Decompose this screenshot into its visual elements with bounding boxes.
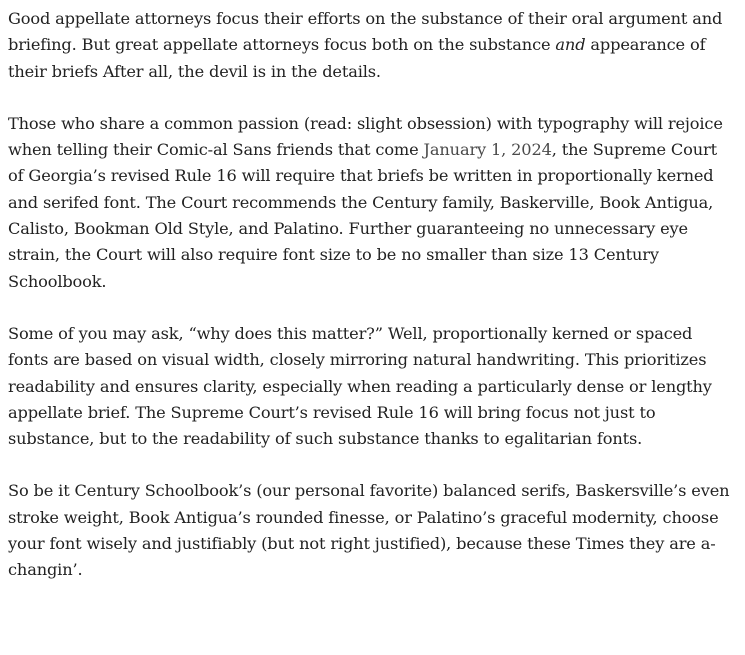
text-segment: Those who share a common passion (read: slight obsession) with typography will rejoice when telling their Comic-al Sans friends that come (8, 113, 723, 160)
text-segment: Good appellate attorneys focus their efforts on the substance of their oral argument and briefing. But great appellate attorneys focus both on the substance (8, 9, 723, 55)
paragraph-intro (8, 6, 730, 85)
emphasis-and: and (555, 35, 586, 55)
paragraph-conclusion (8, 478, 730, 583)
text-segment: , the Supreme Court of Georgia’s revised Rule 16 will require that briefs be written in proportionally kerned and serifed font. The Court recommends the Century family, Baskerville, Book Antigua, Calisto, Bookman Old Style, and Palatino. Further guaranteeing no unnecessary eye strain, the Court will also require font size to be no smaller than size 13 Century Schoolbook. (8, 140, 717, 291)
text-segment: Some of you may ask, “why does this matter?” Well, proportionally kerned or spaced fonts are based on visual width, closely mirroring natural handwriting. This prioritizes readability and ensures clarity, especially when reading a particularly dense or lengthy appellate brief. The Supreme Court’s revised Rule 16 will bring focus not just to substance, but to the readability of such substance thanks to egalitarian fonts. (8, 323, 712, 449)
paragraph-why-it-matters (8, 321, 730, 452)
text-segment: appearance of their briefs After all, the devil is in the details. (8, 35, 706, 81)
paragraph-rule-16 (8, 111, 730, 295)
effective-date: January 1, 2024 (423, 140, 552, 160)
text-segment: So be it Century Schoolbook’s (our personal favorite) balanced serifs, Baskersville’s even stroke weight, Book Antigua’s rounded finesse, or Palatino’s graceful modernity, choose your font wisely and justifiably (but not right justified), because these Times they are a-changin’. (8, 481, 730, 580)
